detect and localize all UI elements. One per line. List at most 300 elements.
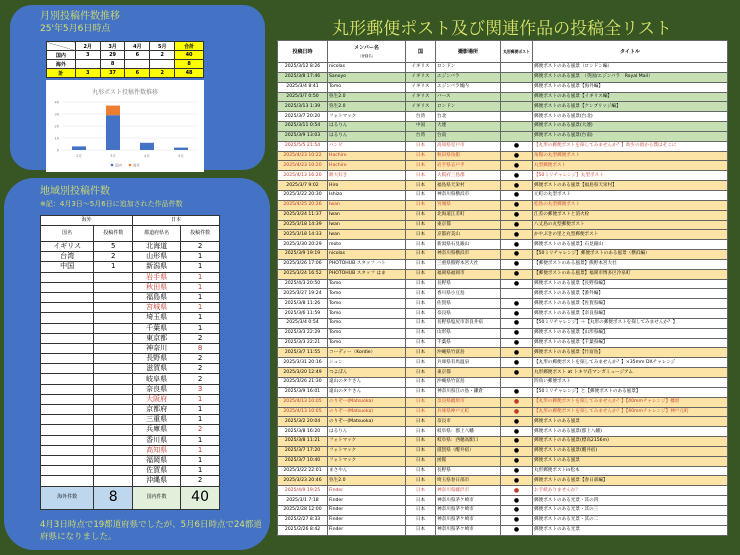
member-name: PHOTOHUB スタッフ はま xyxy=(328,269,406,279)
location: 新潟県石見銀山 xyxy=(436,240,501,250)
list-row[interactable] xyxy=(278,515,728,525)
location: 東京都 xyxy=(436,368,501,378)
list-row[interactable] xyxy=(278,299,728,309)
list-row[interactable] xyxy=(278,269,728,279)
region-col-header: 投稿件数 xyxy=(94,226,133,242)
post-date: 2025/3/8 16:20 xyxy=(278,427,328,437)
location: エジンバラ xyxy=(436,72,501,82)
country-name xyxy=(41,405,94,415)
location: 佐賀県 xyxy=(436,299,501,309)
list-row[interactable] xyxy=(278,250,728,260)
post-title: 【50ミリチャレンジ】丸型ポスト xyxy=(533,171,728,181)
member-name: フォトマック xyxy=(328,112,406,122)
list-row[interactable] xyxy=(278,476,728,486)
region-row xyxy=(41,292,220,302)
list-header-2: 国 xyxy=(406,41,436,63)
member-name: はるりん xyxy=(328,122,406,132)
list-row[interactable] xyxy=(278,230,728,240)
list-row[interactable] xyxy=(278,486,728,496)
list-row[interactable] xyxy=(278,131,728,141)
round-post-mark: ● xyxy=(501,407,533,417)
post-title: かやぶきの里と丸型郵便ポスト xyxy=(533,230,728,240)
location: 福島県天栄村 xyxy=(436,181,501,191)
pref-count: 1 xyxy=(181,303,220,313)
country-name xyxy=(41,282,94,292)
pref-count: 1 xyxy=(181,405,220,415)
region-title: 地域別投稿件数 xyxy=(40,186,110,197)
list-row[interactable] xyxy=(278,368,728,378)
country: 日本 xyxy=(406,181,436,191)
region-row xyxy=(41,272,220,282)
post-title: 郵便ポストのある風景 xyxy=(533,417,728,427)
member-name: moto xyxy=(328,240,406,250)
pref-name: 香川県 xyxy=(133,435,181,445)
member-name: フォトマック xyxy=(328,456,406,466)
country: 日本 xyxy=(406,348,436,358)
member-name: Sanoyo xyxy=(328,72,406,82)
post-title: 【丸形の郵便ポストを探してみませんか？】×35mm DXチャレンジ xyxy=(533,358,728,368)
list-row[interactable] xyxy=(278,318,728,328)
round-post-mark xyxy=(501,122,533,132)
monthly-cell: 29 xyxy=(100,51,125,60)
post-date: 2025/3/26 21:30 xyxy=(278,378,328,388)
location: 奈良県橿原市 xyxy=(436,397,501,407)
monthly-row xyxy=(47,69,204,78)
round-post-mark: ● xyxy=(501,525,533,535)
country-count: 1 xyxy=(94,262,133,272)
location: 神奈川県茅ケ崎市 xyxy=(436,496,501,506)
country: 日本 xyxy=(406,309,436,319)
post-date: 2025/3/4 0:54 xyxy=(278,318,328,328)
monthly-cell: 4月 xyxy=(125,42,150,51)
list-row[interactable] xyxy=(278,417,728,427)
location: 台南 xyxy=(436,131,501,141)
member-name: Iwan xyxy=(328,220,406,230)
pref-name: 秋田県 xyxy=(133,282,181,292)
country-name xyxy=(41,455,94,465)
pref-count: 1 xyxy=(181,282,220,292)
region-col-header-row xyxy=(41,226,220,242)
round-post-mark xyxy=(501,112,533,122)
list-row[interactable] xyxy=(278,259,728,269)
pref-count: 1 xyxy=(181,252,220,262)
region-row xyxy=(41,242,220,252)
location: ロンドン xyxy=(436,63,501,73)
pref-name: 新潟県 xyxy=(133,262,181,272)
post-title: 【丸形の郵便ポストを探してみませんか？】【40mmチャレンジ】神戸元町 xyxy=(533,407,728,417)
country-name xyxy=(41,466,94,476)
region-subtitle: ※記：4月3日～5月6日に追加された作品件数 xyxy=(40,200,183,208)
post-title: 郵便ポストのある風景(大連) xyxy=(533,122,728,132)
post-title: 郵便ポストのある風景 xyxy=(533,456,728,466)
monthly-cell: 6 xyxy=(125,69,150,78)
pref-count: 1 xyxy=(181,455,220,465)
post-title: 郵便ポストのある光景・其の四 xyxy=(533,496,728,506)
pref-count: 1 xyxy=(181,272,220,282)
round-post-mark: ● xyxy=(501,368,533,378)
location: 兵庫県神戸元町 xyxy=(436,407,501,417)
post-date: 2025/3/27 19:24 xyxy=(278,289,328,299)
country-count xyxy=(94,405,133,415)
pref-name: 神奈川 xyxy=(133,343,181,353)
list-row[interactable] xyxy=(278,309,728,319)
member-name: 弥生2.0 xyxy=(328,92,406,102)
region-row xyxy=(41,466,220,476)
country-count xyxy=(94,394,133,404)
monthly-cell: 国内 xyxy=(47,51,76,60)
monthly-panel xyxy=(10,5,265,170)
country: 日本 xyxy=(406,299,436,309)
list-row[interactable] xyxy=(278,112,728,122)
country-name xyxy=(41,384,94,394)
list-header-0: 投稿日時 xyxy=(278,41,328,63)
country: 日本 xyxy=(406,328,436,338)
post-title: 郵便ポストのある風景【ケンブリッジ編】 xyxy=(533,102,728,112)
round-post-mark: ● xyxy=(501,151,533,161)
pref-name: 山形県 xyxy=(133,252,181,262)
location: 奈良市 xyxy=(436,417,501,427)
post-title: お手紙ありませんか？ xyxy=(533,486,728,496)
list-row[interactable] xyxy=(278,200,728,210)
pref-name: 北海道 xyxy=(133,242,181,252)
pref-count: 2 xyxy=(181,425,220,435)
list-row[interactable] xyxy=(278,437,728,447)
monthly-table xyxy=(46,41,204,78)
country-count xyxy=(94,466,133,476)
post-title: 郵便ポストのある風景（ロンドン編） xyxy=(533,63,728,73)
pref-name: 福島県 xyxy=(133,292,181,302)
list-row[interactable] xyxy=(278,82,728,92)
post-title: 郵便ポストのある風景【千葉県編】 xyxy=(533,338,728,348)
pref-name: 佐賀県 xyxy=(133,466,181,476)
bar-国内 xyxy=(174,148,188,150)
pref-name: 長野県 xyxy=(133,354,181,364)
pref-name: 千葉県 xyxy=(133,323,181,333)
location: 神奈川県茅ケ崎市 xyxy=(436,525,501,535)
country-name: 台湾 xyxy=(41,252,94,262)
round-post-mark: ● xyxy=(501,220,533,230)
list-row[interactable] xyxy=(278,181,728,191)
post-date: 2025/3/7 0:50 xyxy=(278,92,328,102)
pref-count: 2 xyxy=(181,333,220,343)
region-row xyxy=(41,364,220,374)
country-name xyxy=(41,435,94,445)
location: 函館 xyxy=(436,456,501,466)
round-post-mark: ● xyxy=(501,456,533,466)
monthly-cell: 2 xyxy=(150,51,175,60)
round-post-mark: ● xyxy=(501,299,533,309)
post-date: 2025/3/11 0:54 xyxy=(278,122,328,132)
member-name: のりぞー(Matsuoka) xyxy=(328,417,406,427)
region-row xyxy=(41,374,220,384)
region-col-header: 都道府県名 xyxy=(133,226,181,242)
post-date: 2025/3/9 13:03 xyxy=(278,131,328,141)
location: 神奈川県江の島・鎌倉 xyxy=(436,387,501,397)
list-row[interactable] xyxy=(278,446,728,456)
country: 日本 xyxy=(406,318,436,328)
location: 北海道江差町 xyxy=(436,210,501,220)
country: 中国 xyxy=(406,122,436,132)
member-name: Tomo xyxy=(328,309,406,319)
country: 日本 xyxy=(406,378,436,388)
list-row[interactable] xyxy=(278,525,728,535)
region-row xyxy=(41,282,220,292)
pref-name: 奈良県 xyxy=(133,384,181,394)
country-name xyxy=(41,354,94,364)
location: 滋賀県（醒井宿） xyxy=(436,446,501,456)
overseas-total: 8 xyxy=(94,486,133,509)
list-row[interactable] xyxy=(278,348,728,358)
overseas-header: 海外 xyxy=(41,216,133,226)
list-row[interactable] xyxy=(278,466,728,476)
post-title: 郵便ポストのある風景【佐賀県編】 xyxy=(533,299,728,309)
post-date: 2025/3/30 20:29 xyxy=(278,240,328,250)
post-date: 2025/3/12 8:26 xyxy=(278,63,328,73)
post-title: 郵便ポストのある風景(台南) xyxy=(533,131,728,141)
round-post-mark: ● xyxy=(501,496,533,506)
pref-count: 2 xyxy=(181,354,220,364)
post-title: 郵便ポストのある光景・其の二 xyxy=(533,515,728,525)
list-row[interactable] xyxy=(278,171,728,181)
member-name: Ishizo xyxy=(328,190,406,200)
monthly-cell: 3 xyxy=(75,69,100,78)
list-header-4: 丸形郵便ポスト xyxy=(501,41,533,63)
monthly-cell: 2月 xyxy=(75,42,100,51)
post-date: 2025/4/13 16:20 xyxy=(278,171,328,181)
country-count xyxy=(94,343,133,353)
member-name: Finder xyxy=(328,505,406,515)
list-row[interactable] xyxy=(278,122,728,132)
round-post-mark xyxy=(501,63,533,73)
round-post-mark: ● xyxy=(501,476,533,486)
list-row[interactable] xyxy=(278,92,728,102)
member-name: Tomo xyxy=(328,279,406,289)
country: イギリス xyxy=(406,63,436,73)
region-row xyxy=(41,435,220,445)
member-name: Hiro xyxy=(328,181,406,191)
list-row[interactable] xyxy=(278,279,728,289)
round-post-mark xyxy=(501,289,533,299)
region-row xyxy=(41,476,220,486)
country: 日本 xyxy=(406,250,436,260)
country: 日本 xyxy=(406,515,436,525)
country-count xyxy=(94,425,133,435)
list-row[interactable] xyxy=(278,427,728,437)
post-date: 2025/3/7 9:02 xyxy=(278,181,328,191)
post-title: 江差の郵便ポストと消火栓 xyxy=(533,210,728,220)
list-row[interactable] xyxy=(278,240,728,250)
member-name: のりぞー(Matsuoka) xyxy=(328,407,406,417)
region-panel xyxy=(4,178,270,550)
list-header-row xyxy=(278,41,728,63)
location: 神奈川県藤沢市 xyxy=(436,486,501,496)
region-row xyxy=(41,445,220,455)
country: 日本 xyxy=(406,210,436,220)
monthly-row xyxy=(47,60,204,69)
country-count xyxy=(94,384,133,394)
post-title: 【郵便ポストのある風景】福岡市博多区冷泉町 xyxy=(533,269,728,279)
list-row[interactable] xyxy=(278,338,728,348)
pref-count: 2 xyxy=(181,476,220,486)
region-row xyxy=(41,415,220,425)
list-header-3: 撮影場所 xyxy=(436,41,501,63)
legend-marker xyxy=(129,164,132,167)
list-row[interactable] xyxy=(278,141,728,151)
list-row[interactable] xyxy=(278,63,728,73)
member-name: nicolas xyxy=(328,250,406,260)
pref-name: 高知県 xyxy=(133,445,181,455)
post-date: 2025/3/4 8:41 xyxy=(278,82,328,92)
member-name: Finder xyxy=(328,525,406,535)
post-title: 元町の丸型ポスト xyxy=(533,190,728,200)
member-name: 遠山のタケさん xyxy=(328,387,406,397)
round-post-mark: ● xyxy=(501,259,533,269)
bar-国内 xyxy=(106,115,120,150)
member-name: nicolas xyxy=(328,63,406,73)
list-row[interactable] xyxy=(278,151,728,161)
region-table xyxy=(40,215,220,510)
x-tick-label: 4月 xyxy=(144,154,150,158)
location: 香川県小豆島 xyxy=(436,289,501,299)
location: 神奈川県茅ケ崎市 xyxy=(436,515,501,525)
member-name: 餅大好き xyxy=(328,171,406,181)
pref-name: 沖縄県 xyxy=(133,476,181,486)
country: 日本 xyxy=(406,397,436,407)
country: イギリス xyxy=(406,82,436,92)
list-row[interactable] xyxy=(278,289,728,299)
post-title: 郵便ポストのある風景【奈良県編】 xyxy=(533,309,728,319)
list-row[interactable] xyxy=(278,210,728,220)
list-row[interactable] xyxy=(278,72,728,82)
list-row[interactable] xyxy=(278,190,728,200)
overseas-total-label: 海外件数 xyxy=(41,486,94,509)
page-title: 丸形郵便ポスト及び関連作品の投稿全リスト xyxy=(332,19,672,39)
post-date: 2025/3/22 22:01 xyxy=(278,466,328,476)
country-count xyxy=(94,333,133,343)
country: 台湾 xyxy=(406,131,436,141)
round-post-mark: ● xyxy=(501,417,533,427)
list-row[interactable] xyxy=(278,161,728,171)
country-name xyxy=(41,364,94,374)
country: 日本 xyxy=(406,368,436,378)
round-post-mark: ● xyxy=(501,358,533,368)
country-name xyxy=(41,415,94,425)
country-count xyxy=(94,282,133,292)
member-name: まさやん xyxy=(328,466,406,476)
location: バース xyxy=(436,92,501,102)
country: 台湾 xyxy=(406,112,436,122)
post-title: 郵便ポストのある風景【長野県編】 xyxy=(533,279,728,289)
list-row[interactable] xyxy=(278,220,728,230)
location: 兵庫県有馬温泉 xyxy=(436,358,501,368)
list-row[interactable] xyxy=(278,397,728,407)
round-post-mark: ● xyxy=(501,348,533,358)
location: 神奈川県茅ケ崎市 xyxy=(436,505,501,515)
y-tick-label: 20 xyxy=(54,124,59,129)
post-title: 郵便ポストのある風景【番外編】 xyxy=(533,289,728,299)
country-name: イギリス xyxy=(41,242,94,252)
pref-count: 1 xyxy=(181,313,220,323)
post-date: 2025/3/6 11:59 xyxy=(278,309,328,319)
location: 長野県 xyxy=(436,279,501,289)
post-date: 2025/3/18 14:33 xyxy=(278,230,328,240)
post-title: 郵便ポストのある風景 （英国/エジンバラ Royal Mail） xyxy=(533,72,728,82)
list-row[interactable] xyxy=(278,358,728,368)
x-tick-label: 2月 xyxy=(76,154,82,158)
location: 岩手県志戸平 xyxy=(436,161,501,171)
region-row xyxy=(41,323,220,333)
post-date: 2025/3/7 20:20 xyxy=(278,112,328,122)
member-name: はるりん xyxy=(328,427,406,437)
country: 日本 xyxy=(406,279,436,289)
country-name xyxy=(41,343,94,353)
region-row xyxy=(41,343,220,353)
member-name: のりぞー(Matsuoka) xyxy=(328,397,406,407)
post-title: 角館の丸型郵便ポスト xyxy=(533,151,728,161)
list-row[interactable] xyxy=(278,407,728,417)
list-row[interactable] xyxy=(278,378,728,388)
region-row xyxy=(41,405,220,415)
country-count xyxy=(94,445,133,455)
post-date: 2025/3/8 17:46 xyxy=(278,72,328,82)
location: 福岡県福岡市 xyxy=(436,269,501,279)
round-post-mark: ● xyxy=(501,505,533,515)
list-row[interactable] xyxy=(278,505,728,515)
member-name: はるりん xyxy=(328,131,406,141)
location: 大連 xyxy=(436,122,501,132)
round-post-mark: ● xyxy=(501,250,533,260)
member-name: Iwan xyxy=(328,210,406,220)
post-date: 2025/3/24 16:52 xyxy=(278,269,328,279)
x-tick-label: 3月 xyxy=(110,154,116,158)
round-post-mark: ● xyxy=(501,328,533,338)
post-date: 2025/2/27 8:33 xyxy=(278,515,328,525)
list-row[interactable] xyxy=(278,102,728,112)
country-count: 5 xyxy=(94,242,133,252)
post-date: 2025/4/13 10:05 xyxy=(278,397,328,407)
pref-count: 2 xyxy=(181,374,220,384)
post-title: 郵便ポストのある風景(台北) xyxy=(533,112,728,122)
post-date: 2025/3/7 11:55 xyxy=(278,348,328,358)
y-tick-label: 10 xyxy=(54,136,59,141)
location: ロンドン xyxy=(436,102,501,112)
list-row[interactable] xyxy=(278,387,728,397)
monthly-cell: 48 xyxy=(175,69,204,78)
monthly-cell: 海外 xyxy=(47,60,76,69)
country-name xyxy=(41,303,94,313)
list-row[interactable] xyxy=(278,456,728,466)
round-post-mark xyxy=(501,378,533,388)
pref-name: 大阪府 xyxy=(133,394,181,404)
country: 日本 xyxy=(406,427,436,437)
pref-count: 1 xyxy=(181,292,220,302)
post-title: 郵便ポストのある風景(醒井宿) xyxy=(533,446,728,456)
list-row[interactable] xyxy=(278,496,728,506)
country: 日本 xyxy=(406,190,436,200)
round-post-mark: ● xyxy=(501,200,533,210)
country: 日本 xyxy=(406,446,436,456)
region-row xyxy=(41,252,220,262)
pref-count: 1 xyxy=(181,415,220,425)
round-post-mark xyxy=(501,82,533,92)
round-post-mark: ● xyxy=(501,161,533,171)
country: 日本 xyxy=(406,230,436,240)
post-title: 丸形郵便ポスト at トキワ荘マンガミュージアム xyxy=(533,368,728,378)
post-date: 2025/3/31 20:16 xyxy=(278,358,328,368)
location: 大阪府三島郡 xyxy=(436,171,501,181)
round-post-mark: ● xyxy=(501,437,533,447)
list-row[interactable] xyxy=(278,328,728,338)
